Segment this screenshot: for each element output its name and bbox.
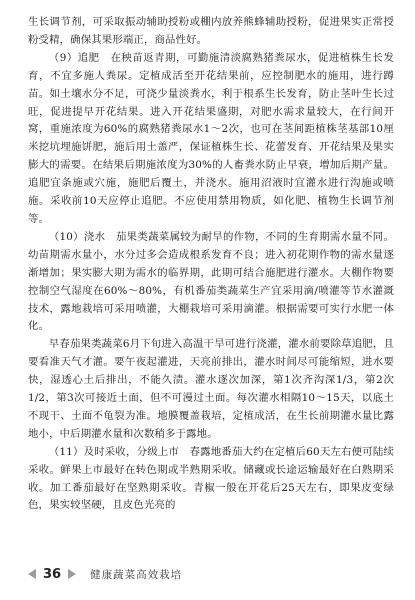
book-title: 健康蔬菜高效栽培 [90, 568, 183, 581]
page-body [28, 14, 394, 515]
page-number: 36 [43, 566, 62, 582]
paragraph-1: 生长调节剂，可采取振动辅助授粉或棚内放养熊蜂辅助授粉，促进果实正常授粉受精，确保其果形端正，商品性好。 [28, 16, 394, 46]
paragraph-3: （10）浇水 茄果类蔬菜属较为耐旱的作物，不同的生育期需水量不同。幼苗期需水量小，水分过多会造成根系发育不良；进入初花期作物的需水量逐渐增加；果实膨大期为需水的临界期，此期可结合施肥进行灌水。大棚作物要控制空气湿度在60%～80%，有机番茄类蔬菜生产宜采用滴/喷灌等节水灌溉技术，露地栽培可采用喷灌，大棚栽培可采用滴灌。根据需要可实行水肥一体化。 [28, 230, 394, 333]
paragraph-5: （11）及时采收，分级上市 春露地番茄大约在定植后60天左右便可陆续采收。鲜果上市最好在转色期或半熟期采收。储藏或长途运输最好在白熟期采收。加工番茄最好在坚熟期采收。青椒一般在开花后25天左右，即果皮变绿色，果实较坚硬，且皮色光亮的 [28, 445, 394, 512]
paragraph-4: 早春茄果类蔬菜6月下旬进入高温干旱可进行浇灌，灌水前要除草追肥，且要看准天气才灌。要午夜起灌进，天亮前排出，灌水时间尽可能缩短，进水要快，湿透心土后排出，不能久渍。灌水逐次加深，第1次齐沟深1/3，第2次1/2，第3次可接近土面，但不可漫过土面。每次灌水相隔10～15天，以底土不现干、土面不龟裂为准。地膜覆盖栽培，定植成活，在生长前期灌水量比露地小，中后期灌水量和次数稍多于露地。 [28, 338, 394, 440]
paragraph-2: （9）追肥 在秧苗返青期，可勤施清淡腐熟猪粪尿水，促进植株生长发育，不宜多施人粪尿。定植成活至开花结果前，应控制肥水的施用，进行蹲苗。如土壤水分不足，可浇少量淡粪水，利于根系生长发育，防止茎叶生长过旺，促进提早开花结果。进入开花结果盛期，对肥水需求量较大，在行间开窝，重施浓度为60%的腐熟猪粪尿水1～2次，也可在茎间距植株茎基部10厘米挖坑埋施饼肥，施后用土盖严，保证植株生长、花蕾发育、开花结果及果实膨大的需要。在结果后期施浓度为30%的人畜粪水防止早衰，增加后期产量。追肥宜条施或穴施，施肥后覆土，并浇水。施用沼液时宜灌水进行沟施或喷施。采收前10天应停止追肥。不应使用禁用物质，如化肥、植物生长调节剂等。 [28, 51, 394, 225]
page-footer [28, 563, 394, 585]
triangle-left-icon [28, 569, 36, 579]
triangle-right-icon [68, 569, 76, 579]
